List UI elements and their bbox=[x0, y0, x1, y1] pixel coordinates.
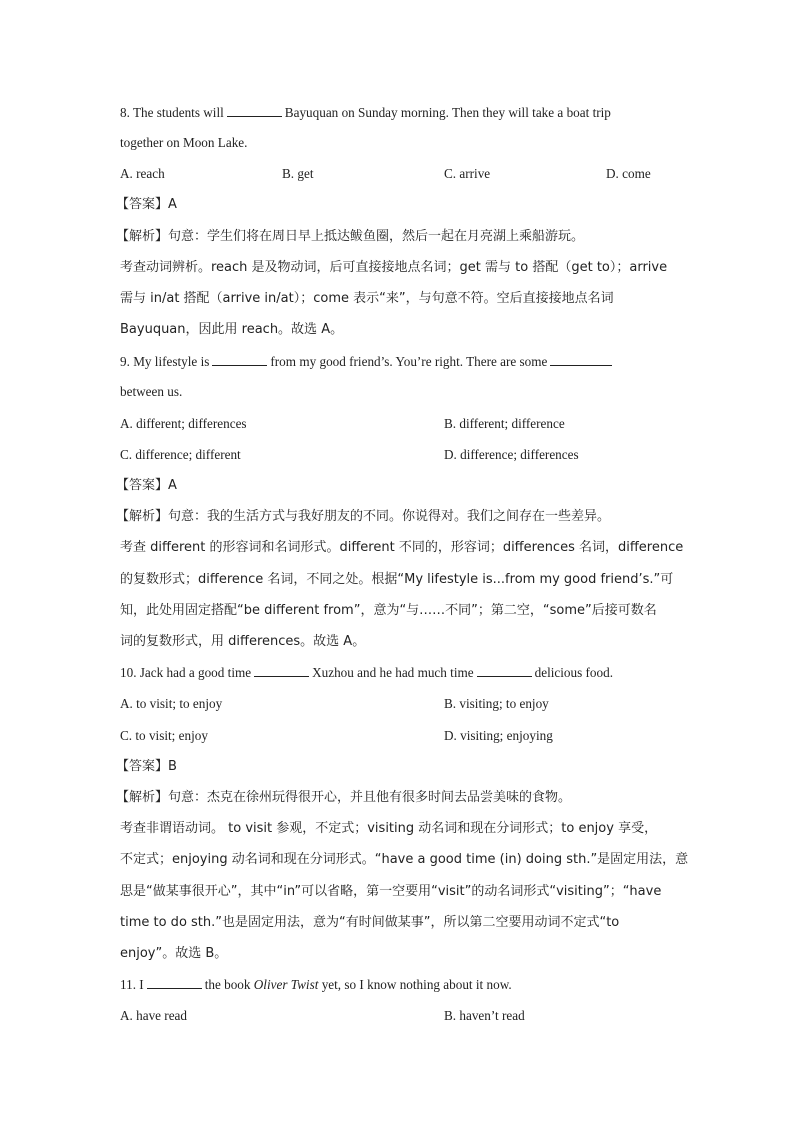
question-8-stem-line2: together on Moon Lake. bbox=[120, 135, 248, 150]
q8-answer: 【答案】A bbox=[116, 197, 177, 212]
q10-analysis-line4: 思是“做某事很开心”，其中“in”可以省略，第一空要用“visit”的动名词形式“visiting”；“have bbox=[120, 884, 662, 899]
q8-analysis-line1: 【解析】句意：学生们将在周日早上抵达鲅鱼圈，然后一起在月亮湖上乘船游玩。 bbox=[116, 229, 585, 244]
q8-analysis-line2: 考查动词辨析。reach 是及物动词，后可直接接地点名词；get 需与 to 搭配（get to）；arrive bbox=[120, 260, 668, 275]
q8-option-c: C. arrive bbox=[444, 166, 491, 181]
q9-option-d: D. difference; differences bbox=[444, 447, 579, 462]
q11-book-title: Oliver Twist bbox=[253, 977, 319, 992]
q11-stem-part2: the book bbox=[204, 977, 251, 992]
answer-blank bbox=[550, 353, 612, 366]
q9-analysis-line3: 的复数形式；difference 名词，不同之处。根据“My lifestyle is...from my good friend’s.”可 bbox=[120, 572, 674, 587]
q8-analysis-line4: Bayuquan，因此用 reach。故选 A。 bbox=[120, 322, 344, 337]
q11-option-b: B. haven’t read bbox=[444, 1008, 525, 1023]
q10-stem-part2: Xuzhou and he had much time bbox=[312, 665, 474, 680]
q8-analysis-line3: 需与 in/at 搭配（arrive in/at）；come 表示“来”，与句意不符。空后直接接地点名词 bbox=[120, 291, 614, 306]
q9-analysis-line5: 词的复数形式，用 differences。故选 A。 bbox=[120, 634, 366, 649]
q8-option-b: B. get bbox=[282, 166, 314, 181]
q8-option-d: D. come bbox=[606, 166, 651, 181]
q9-option-a: A. different; differences bbox=[120, 416, 247, 431]
q9-analysis-line4: 知，此处用固定搭配“be different from”，意为“与……不同”；第二空，“some”后接可数名 bbox=[120, 603, 657, 618]
answer-blank bbox=[212, 353, 267, 366]
q10-analysis-line2: 考查非谓语动词。 to visit 参观，不定式；visiting 动名词和现在分词形式；to enjoy 享受， bbox=[120, 821, 658, 836]
q8-stem-part2: Bayuquan on Sunday morning. Then they will take a boat trip bbox=[284, 105, 611, 120]
question-8-stem bbox=[120, 104, 611, 122]
q10-analysis-line5: time to do sth.”也是固定用法，意为“有时间做某事”，所以第二空要用动词不定式“to bbox=[120, 915, 620, 930]
q8-option-a: A. reach bbox=[120, 166, 165, 181]
q9-analysis-line1: 【解析】句意：我的生活方式与我好朋友的不同。你说得对。我们之间存在一些差异。 bbox=[116, 509, 611, 524]
q10-option-b: B. visiting; to enjoy bbox=[444, 696, 549, 711]
q11-stem-part1: 11. I bbox=[120, 977, 144, 992]
q10-stem-part1: 10. Jack had a good time bbox=[120, 665, 252, 680]
answer-blank bbox=[147, 976, 202, 989]
q10-answer: 【答案】B bbox=[116, 759, 177, 774]
answer-blank bbox=[477, 664, 532, 677]
q10-stem-part3: delicious food. bbox=[534, 665, 614, 680]
q9-option-c: C. difference; different bbox=[120, 447, 241, 462]
q10-option-c: C. to visit; enjoy bbox=[120, 728, 208, 743]
question-9-stem-line2: between us. bbox=[120, 384, 183, 399]
q9-analysis-line2: 考查 different 的形容词和名词形式。different 不同的，形容词；differences 名词，difference bbox=[120, 540, 684, 555]
answer-blank bbox=[254, 664, 309, 677]
q10-option-a: A. to visit; to enjoy bbox=[120, 696, 223, 711]
q9-stem-part2: from my good friend’s. You’re right. There are some bbox=[270, 354, 548, 369]
question-10-stem bbox=[120, 664, 613, 682]
q9-answer: 【答案】A bbox=[116, 478, 177, 493]
q11-stem-part3: yet, so I know nothing about it now. bbox=[321, 977, 512, 992]
question-9-stem bbox=[120, 353, 615, 371]
q11-option-a: A. have read bbox=[120, 1008, 187, 1023]
q8-stem-part1: 8. The students will bbox=[120, 105, 224, 120]
q10-analysis-line3: 不定式；enjoying 动名词和现在分词形式。“have a good time (in) doing sth.”是固定用法，意 bbox=[120, 852, 689, 867]
q9-option-b: B. different; difference bbox=[444, 416, 565, 431]
q10-option-d: D. visiting; enjoying bbox=[444, 728, 553, 743]
answer-blank bbox=[227, 104, 282, 117]
q10-analysis-line6: enjoy”。故选 B。 bbox=[120, 946, 228, 961]
question-11-stem bbox=[120, 976, 512, 994]
q10-analysis-line1: 【解析】句意：杰克在徐州玩得很开心，并且他有很多时间去品尝美味的食物。 bbox=[116, 790, 572, 805]
q9-stem-part1: 9. My lifestyle is bbox=[120, 354, 210, 369]
